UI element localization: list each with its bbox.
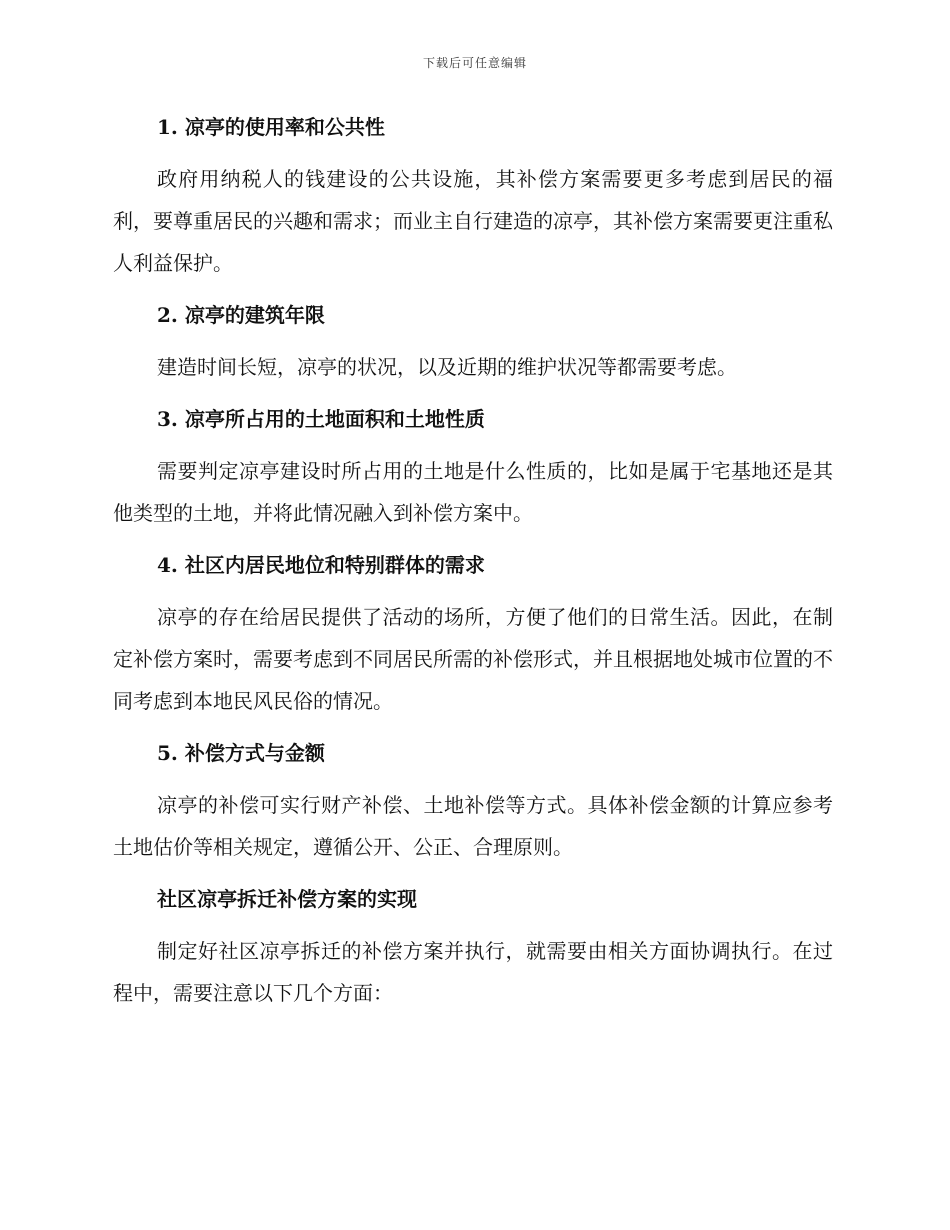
section-paragraph-6: 制定好社区凉亭拆迁的补偿方案并执行，就需要由相关方面协调执行。在过程中，需要注意以下几个方面：	[113, 939, 833, 1005]
section-paragraph-2: 建造时间长短，凉亭的状况，以及近期的维护状况等都需要考虑。	[157, 355, 737, 379]
section-heading-2: 2. 凉亭的建筑年限	[157, 303, 325, 327]
header-note: 下载后可任意编辑	[422, 56, 527, 70]
section-paragraph-1: 政府用纳税人的钱建设的公共设施，其补偿方案需要更多考虑到居民的福利，要尊重居民的兴趣和需求；而业主自行建造的凉亭，其补偿方案需要更注重私人利益保护。	[113, 167, 833, 275]
section-heading-4: 4. 社区内居民地位和特别群体的需求	[157, 553, 485, 577]
section-heading-3: 3. 凉亭所占用的土地面积和土地性质	[157, 407, 485, 431]
section-paragraph-3: 需要判定凉亭建设时所占用的土地是什么性质的，比如是属于宅基地还是其他类型的土地，并将此情况融入到补偿方案中。	[113, 459, 833, 525]
section-paragraph-5: 凉亭的补偿可实行财产补偿、土地补偿等方式。具体补偿金额的计算应参考土地估价等相关规定，遵循公开、公正、合理原则。	[113, 793, 833, 859]
section-heading-6: 社区凉亭拆迁补偿方案的实现	[157, 887, 417, 911]
section-heading-5: 5. 补偿方式与金额	[157, 741, 325, 765]
section-heading-1: 1. 凉亭的使用率和公共性	[157, 115, 385, 139]
document-body	[113, 106, 833, 1014]
section-paragraph-4: 凉亭的存在给居民提供了活动的场所，方便了他们的日常生活。因此，在制定补偿方案时，需要考虑到不同居民所需的补偿形式，并且根据地处城市位置的不同考虑到本地民风民俗的情况。	[113, 605, 833, 713]
